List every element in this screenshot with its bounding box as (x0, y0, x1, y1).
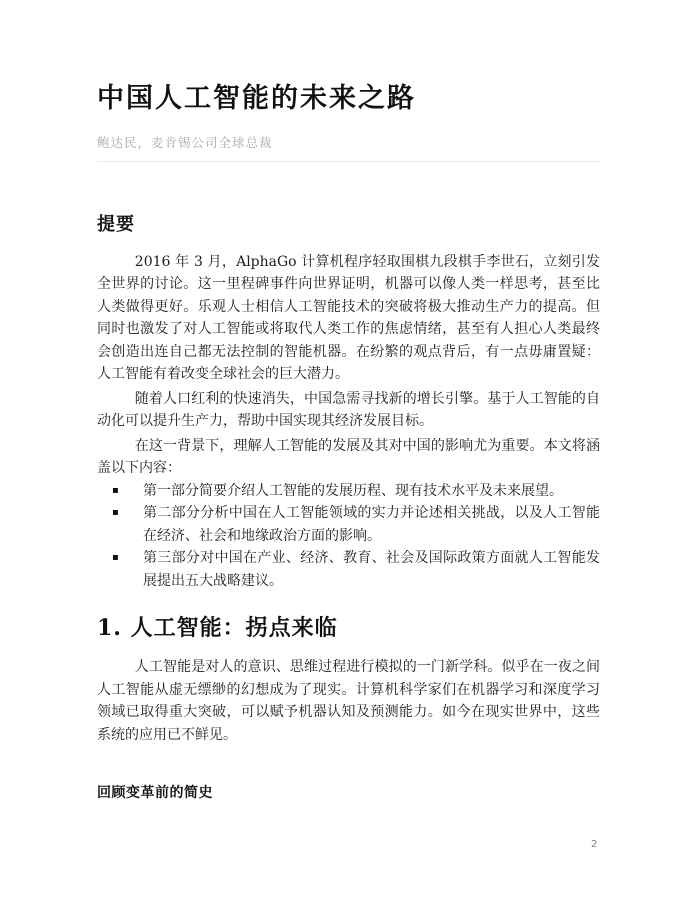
abstract-bullet-list (97, 480, 600, 593)
article-title: 中国人工智能的未来之路 (97, 83, 416, 114)
square-bullet-icon: ▪ (112, 484, 119, 496)
bullet-text: 第三部分对中国在产业、经济、教育、社会及国际政策方面就人工智能发展提出五大战略建议。 (143, 550, 600, 589)
article-byline: 鲍达民，麦肯锡公司全球总裁 (97, 134, 273, 150)
abstract-section (97, 210, 600, 593)
page-number: 2 (591, 839, 598, 850)
section-1 (97, 611, 600, 802)
list-item (97, 480, 600, 503)
document-header (97, 82, 600, 162)
abstract-paragraph-2: 随着人口红利的快速消失，中国急需寻找新的增长引擎。基于人工智能的自动化可以提升生产力，帮助中国实现其经济发展目标。 (97, 390, 600, 430)
section-1-subheading: 回顾变革前的简史 (97, 785, 213, 802)
bullet-text: 第一部分简要介绍人工智能的发展历程、现有技术水平及未来展望。 (143, 482, 563, 499)
abstract-paragraph-1: 2016 年 3 月，AlphaGo 计算机程序轻取围棋九段棋手李世石，立刻引发全世界的讨论。这一里程碑事件向世界证明，机器可以像人类一样思考，甚至比人类做得更好。乐观人士相信人工智能技术的突破将极大推动生产力的提高。但同时也激发了对人工智能或将取代人类工作的焦虑情绪，甚至有人担心人类最终会创造出连自己都无法控制的智能机器。在纷繁的观点背后，有一点毋庸置疑：人工智能有着改变全球社会的巨大潜力。 (97, 253, 600, 383)
bullet-text: 第二部分分析中国在人工智能领域的实力并论述相关挑战，以及人工智能在经济、社会和地缘政治方面的影响。 (143, 505, 600, 544)
list-item (97, 547, 600, 592)
document-content (97, 0, 600, 802)
abstract-paragraph-3: 在这一背景下，理解人工智能的发展及其对中国的影响尤为重要。本文将涵盖以下内容： (97, 437, 600, 477)
section-1-heading: 1. 人工智能：拐点来临 (97, 615, 338, 642)
title-divider (97, 161, 600, 162)
square-bullet-icon: ▪ (112, 507, 119, 519)
list-item (97, 502, 600, 547)
square-bullet-icon: ▪ (112, 552, 119, 564)
abstract-heading: 提要 (97, 213, 135, 235)
section-1-paragraph: 人工智能是对人的意识、思维过程进行模拟的一门新学科。似乎在一夜之间人工智能从虚无缥缈的幻想成为了现实。计算机科学家们在机器学习和深度学习领域已取得重大突破，可以赋予机器认知及预测能力。如今在现实世界中，这些系统的应用已不鲜见。 (97, 659, 600, 743)
